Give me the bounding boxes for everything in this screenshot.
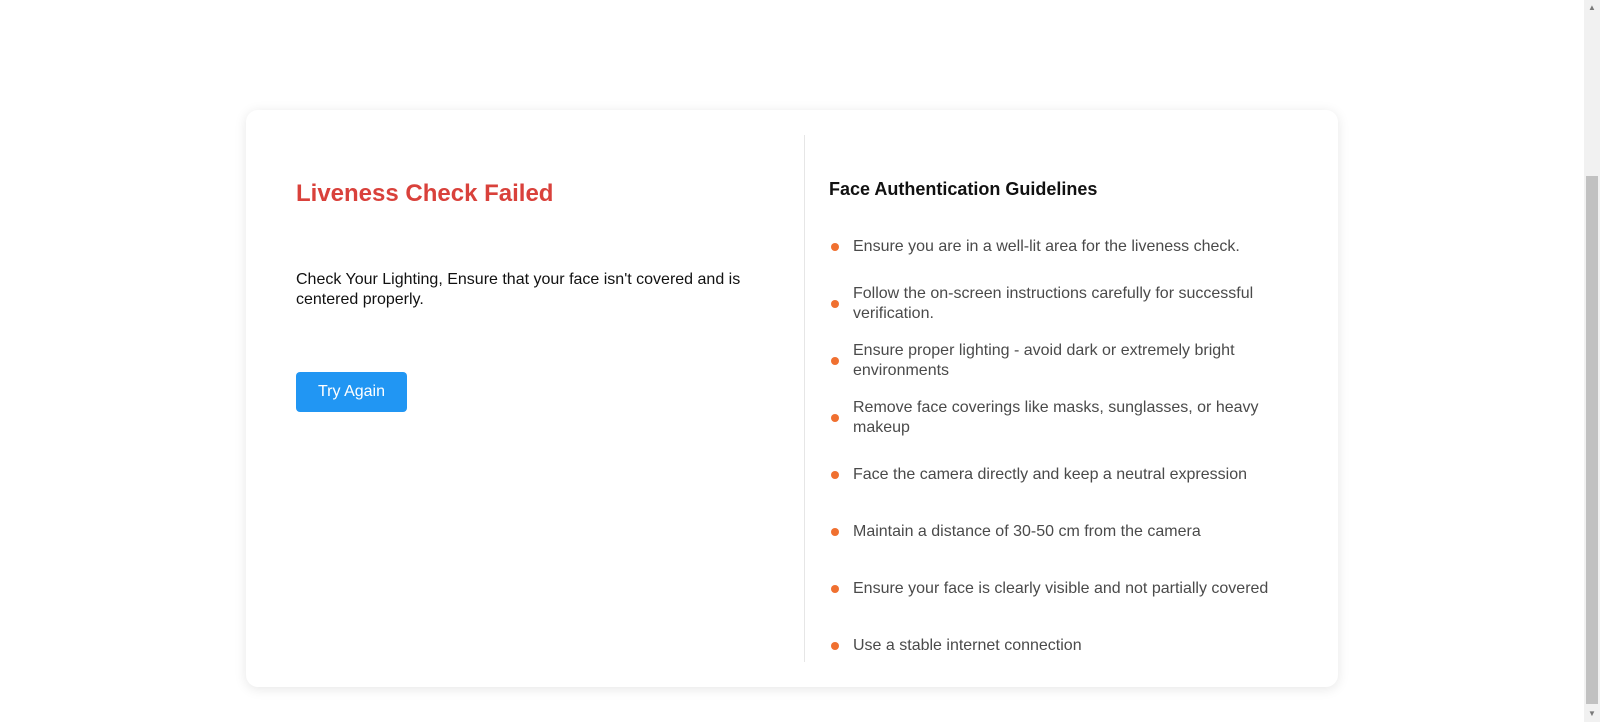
guideline-text: Ensure your face is clearly visible and not partially covered xyxy=(853,579,1269,597)
guidelines-panel xyxy=(829,110,1299,687)
list-item xyxy=(829,446,1299,503)
triangle-down-icon[interactable]: ▼ xyxy=(1588,709,1596,718)
dot-bullet-icon xyxy=(831,414,839,422)
scrollbar-thumb[interactable] xyxy=(1586,176,1598,704)
try-again-button[interactable]: Try Again xyxy=(296,372,407,412)
status-message: Check Your Lighting, Ensure that your face isn't covered and is centered properly. xyxy=(296,271,741,308)
liveness-result-card xyxy=(246,110,1338,687)
guideline-text: Maintain a distance of 30-50 cm from the camera xyxy=(853,522,1201,540)
page-scrollbar[interactable] xyxy=(1584,0,1600,722)
triangle-up-icon[interactable]: ▲ xyxy=(1588,3,1596,12)
guideline-text: Use a stable internet connection xyxy=(853,636,1082,654)
guideline-text: Ensure you are in a well-lit area for the liveness check. xyxy=(853,237,1240,255)
dot-bullet-icon xyxy=(831,300,839,308)
list-item xyxy=(829,332,1299,389)
status-title: Liveness Check Failed xyxy=(296,180,554,207)
guideline-text: Remove face coverings like masks, sunglasses, or heavy makeup xyxy=(853,398,1259,436)
guideline-text: Ensure proper lighting - avoid dark or extremely bright environments xyxy=(853,341,1235,379)
status-panel xyxy=(246,110,804,687)
guideline-text: Follow the on-screen instructions carefully for successful verification. xyxy=(853,284,1254,322)
list-item xyxy=(829,617,1299,674)
dot-bullet-icon xyxy=(831,471,839,479)
guideline-text: Face the camera directly and keep a neutral expression xyxy=(853,465,1247,483)
list-item xyxy=(829,275,1299,332)
guidelines-title: Face Authentication Guidelines xyxy=(829,179,1098,199)
dot-bullet-icon xyxy=(831,528,839,536)
guidelines-list xyxy=(829,218,1299,674)
list-item xyxy=(829,218,1299,275)
dot-bullet-icon xyxy=(831,357,839,365)
list-item xyxy=(829,503,1299,560)
panel-divider xyxy=(804,135,805,662)
list-item xyxy=(829,389,1299,446)
dot-bullet-icon xyxy=(831,243,839,251)
dot-bullet-icon xyxy=(831,585,839,593)
dot-bullet-icon xyxy=(831,642,839,650)
list-item xyxy=(829,560,1299,617)
